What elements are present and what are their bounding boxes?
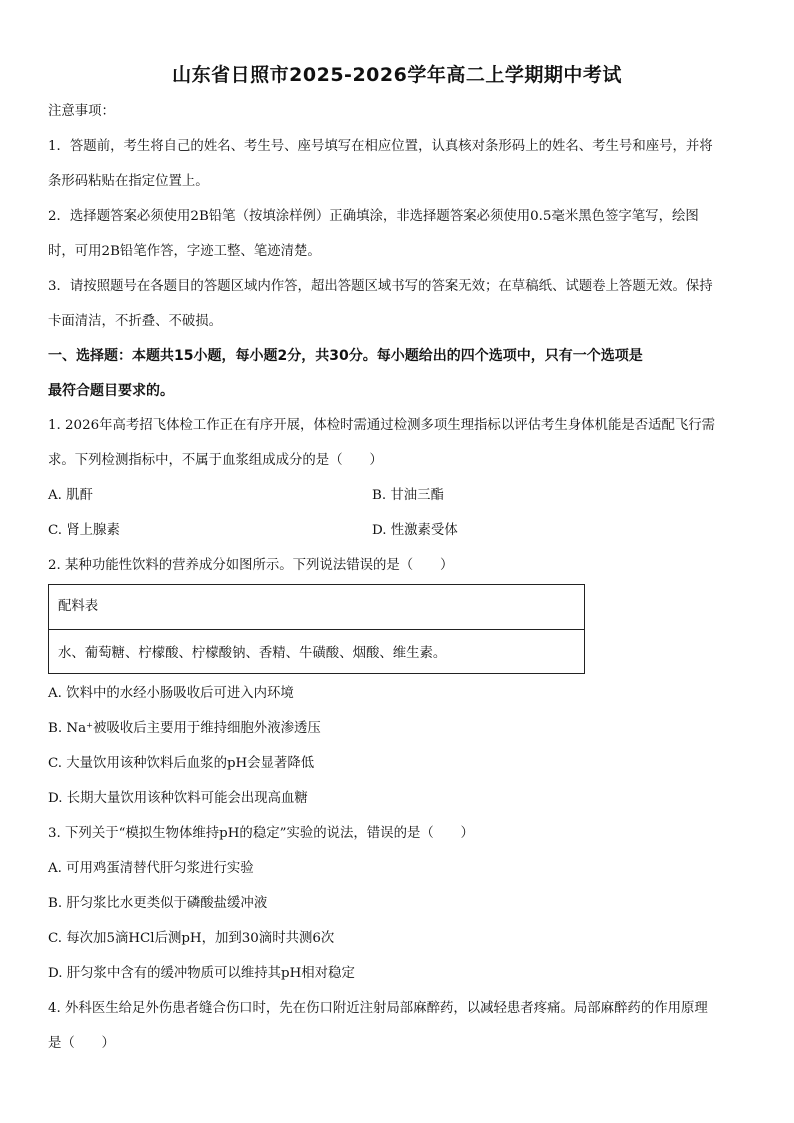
question-2-stem: 2. 某种功能性饮料的营养成分如图所示。下列说法错误的是（ ） (48, 558, 454, 573)
ingredients-table-header: 配料表 (58, 599, 99, 614)
question-4-stem-line-1: 4. 外科医生给足外伤患者缝合伤口时，先在伤口附近注射局部麻醉药，以减轻患者疼痛。局部麻醉药的作用原理 (48, 1001, 708, 1016)
question-3-option-c: C. 每次加5滴HCl后测pH，加到30滴时共测6次 (48, 931, 335, 946)
question-2-option-b: B. Na⁺被吸收后主要用于维持细胞外液渗透压 (48, 721, 321, 736)
question-3-stem: 3. 下列关于“模拟生物体维持pH的稳定”实验的说法，错误的是（ ） (48, 826, 474, 841)
question-1-stem-line-1: 1. 2026年高考招飞体检工作正在有序开展，体检时需通过检测多项生理指标以评估考生身体机能是否适配飞行需 (48, 418, 716, 433)
question-3-option-b: B. 肝匀浆比水更类似于磷酸盐缓冲液 (48, 896, 268, 911)
question-2-option-a: A. 饮料中的水经小肠吸收后可进入内环境 (48, 686, 294, 701)
question-2-option-c: C. 大量饮用该种饮料后血浆的pH会显著降低 (48, 756, 315, 771)
section-heading-line-1: 一、选择题：本题共15小题，每小题2分，共30分。每小题给出的四个选项中，只有一个选项是 (48, 348, 643, 364)
notice-item-2-line-2: 时，可用2B铅笔作答，字迹工整、笔迹清楚。 (48, 244, 321, 259)
exam-title: 山东省日照市2025-2026学年高二上学期期中考试 (172, 64, 622, 86)
question-1-option-c: C. 肾上腺素 (48, 523, 120, 538)
question-3-option-a: A. 可用鸡蛋清替代肝匀浆进行实验 (48, 861, 254, 876)
question-1-option-b: B. 甘油三酯 (372, 488, 444, 503)
question-1-option-a: A. 肌酐 (48, 488, 93, 503)
notice-item-3-line-2: 卡面清洁，不折叠、不破损。 (48, 314, 223, 329)
question-4-stem-line-2: 是（ ） (48, 1036, 115, 1051)
ingredients-table-content: 水、葡萄糖、柠檬酸、柠檬酸钠、香精、牛磺酸、烟酸、维生素。 (58, 646, 447, 661)
notice-heading: 注意事项： (48, 104, 115, 119)
question-3-option-d: D. 肝匀浆中含有的缓冲物质可以维持其pH相对稳定 (48, 966, 355, 981)
section-heading-line-2: 最符合题目要求的。 (48, 383, 174, 399)
ingredients-table (48, 584, 585, 674)
question-2-option-d: D. 长期大量饮用该种饮料可能会出现高血糖 (48, 791, 308, 806)
notice-item-3-line-1: 3．请按照题号在各题目的答题区域内作答，超出答题区域书写的答案无效；在草稿纸、试题卷上答题无效。保持 (48, 279, 713, 294)
notice-item-1-line-1: 1．答题前，考生将自己的姓名、考生号、座号填写在相应位置，认真核对条形码上的姓名、考生号和座号，并将 (48, 139, 713, 154)
notice-item-1-line-2: 条形码粘贴在指定位置上。 (48, 174, 209, 189)
question-1-option-d: D. 性激素受体 (372, 523, 458, 538)
notice-item-2-line-1: 2．选择题答案必须使用2B铅笔（按填涂样例）正确填涂，非选择题答案必须使用0.5毫米黑色签字笔写，绘图 (48, 209, 699, 224)
question-1-stem-line-2: 求。下列检测指标中，不属于血浆组成成分的是（ ） (48, 453, 383, 468)
ingredients-table-header-row (49, 585, 584, 630)
